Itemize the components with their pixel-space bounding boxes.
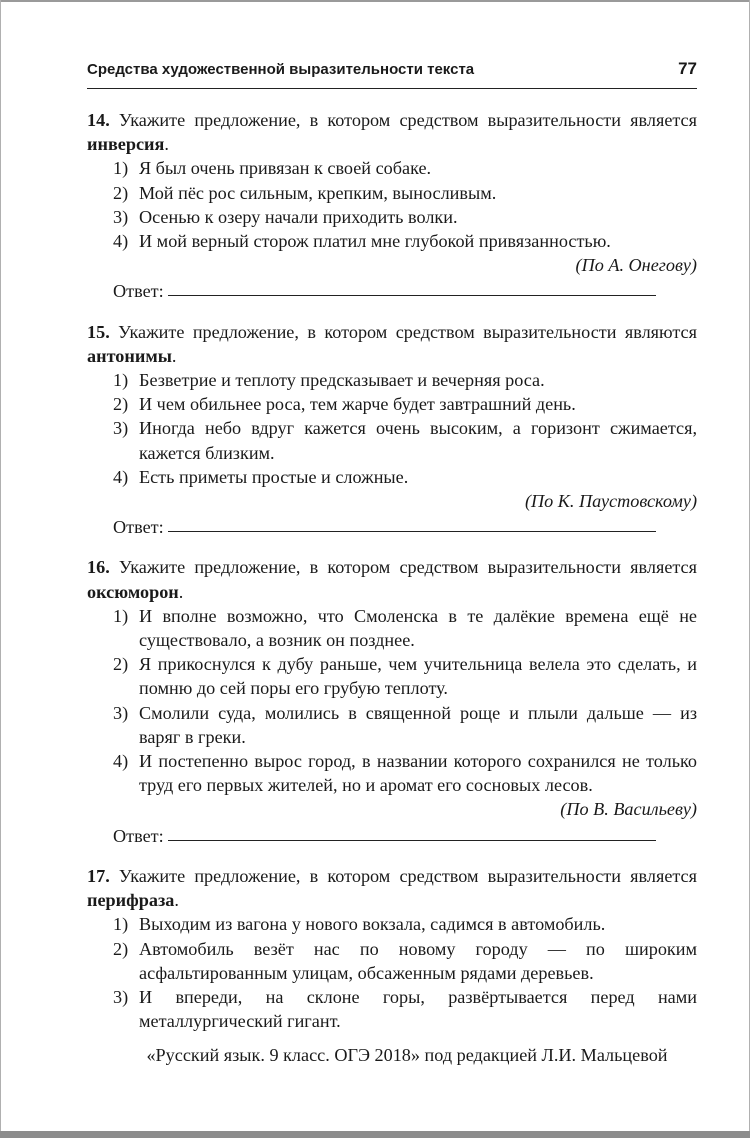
answer-row [87, 515, 697, 539]
task-question [87, 320, 697, 368]
option-text: Я был очень привязан к своей собаке. [139, 158, 432, 179]
answer-label: Ответ: [113, 825, 164, 846]
question-end: . [174, 890, 179, 911]
option-number: 1) [113, 605, 129, 626]
option-text: Осенью к озеру начали приходить волки. [139, 206, 458, 227]
question-term: оксюморон [87, 581, 179, 602]
option-item [87, 156, 697, 180]
page-content [87, 108, 697, 1068]
option-number: 1) [113, 370, 129, 391]
question-term: инверсия [87, 134, 165, 155]
option-number: 3) [113, 206, 129, 227]
option-item [87, 205, 697, 229]
option-number: 2) [113, 654, 129, 675]
task-number: 15. [87, 321, 110, 342]
text-author: (По К. Паустовскому) [524, 491, 697, 512]
option-number: 2) [113, 182, 129, 203]
option-item [87, 749, 697, 797]
option-number: 2) [113, 394, 129, 415]
option-text: Иногда небо вдруг кажется очень высоким, а горизонт сжимается, кажется близким. [139, 418, 697, 463]
option-item [87, 416, 697, 464]
task-number: 17. [87, 865, 110, 886]
question-end: . [164, 134, 169, 155]
option-text: Выходим из вагона у нового вокзала, садимся в автомобиль. [139, 914, 606, 935]
options-list [87, 368, 697, 489]
option-number: 4) [113, 751, 129, 772]
task-14 [87, 108, 697, 304]
option-text: Смолили суда, молились в священной роще и плыли дальше — из варяг в греки. [139, 702, 697, 747]
option-item [87, 181, 697, 205]
answer-row [87, 279, 697, 303]
option-text: Безветрие и теплоту предсказывает и вечерняя роса. [139, 370, 545, 391]
task-question [87, 864, 697, 912]
running-title: Средства художественной выразительности текста [87, 61, 475, 78]
option-text: И чем обильнее роса, тем жарче будет завтрашний день. [139, 394, 576, 415]
option-number: 1) [113, 914, 129, 935]
option-text: И вполне возможно, что Смоленска в те далёкие времена ещё не существовало, а возник он позднее. [139, 605, 697, 651]
answer-line [168, 515, 656, 532]
text-author: (По А. Онегову) [575, 255, 697, 276]
answer-label: Ответ: [113, 517, 164, 538]
task-17 [87, 864, 697, 1068]
question-text: Укажите предложение, в котором средством выразительности является [109, 110, 697, 130]
text-author: (По В. Васильеву) [560, 799, 697, 820]
option-item [87, 652, 697, 700]
option-text: Я прикоснулся к дубу раньше, чем учительница велела это сделать, и помню до сей поры его грубую теплоту. [139, 654, 697, 699]
option-number: 1) [113, 158, 129, 179]
option-text: Мой пёс рос сильным, крепким, выносливым. [139, 182, 497, 203]
question-end: . [178, 581, 184, 602]
option-item [87, 465, 697, 489]
options-list [87, 912, 697, 1033]
question-text: Укажите предложение, в котором средством выразительности является [109, 557, 697, 578]
task-number: 14. [87, 110, 110, 130]
task-15 [87, 320, 697, 540]
task-number: 16. [87, 557, 110, 578]
question-text: Укажите предложение, в котором средством выразительности являются [109, 321, 697, 342]
options-list [87, 156, 697, 253]
option-number: 3) [113, 418, 129, 439]
option-item [87, 912, 697, 936]
answer-row [87, 824, 697, 848]
source-credit: «Русский язык. 9 класс. ОГЭ 2018» под редакцией Л.И. Мальцевой [146, 1045, 668, 1066]
answer-line [168, 824, 656, 841]
option-text: И постепенно вырос город, в названии которого сохранился не только труд его первых жителей, но и аромат его сосновых лесов. [139, 751, 697, 796]
option-number: 2) [113, 938, 129, 959]
page-header [87, 58, 697, 89]
option-number: 4) [113, 231, 129, 252]
page-number: 77 [678, 59, 697, 78]
answer-line [168, 279, 656, 296]
task-16 [87, 555, 697, 847]
option-text: И мой верный сторож платил мне глубокой привязанностью. [139, 231, 611, 252]
question-end: . [171, 345, 177, 366]
option-item [87, 392, 697, 416]
question-term: перифраза [87, 890, 175, 911]
option-item [87, 604, 697, 652]
option-number: 3) [113, 702, 129, 723]
option-text: Автомобиль везёт нас по новому городу — по широким асфальтированным улицам, обсаженным рядами деревьев. [139, 938, 697, 983]
bottom-bar [0, 1131, 750, 1138]
option-text: И впереди, на склоне горы, развёртывается перед нами металлургический гигант. [139, 986, 697, 1032]
option-item [87, 368, 697, 392]
option-text: Есть приметы простые и сложные. [139, 466, 409, 487]
options-list [87, 604, 697, 798]
task-question [87, 108, 697, 156]
page-top-border [0, 0, 750, 2]
option-item [87, 229, 697, 253]
question-text: Укажите предложение, в котором средством выразительности является [109, 865, 697, 886]
option-item [87, 937, 697, 985]
option-number: 3) [113, 986, 129, 1007]
answer-label: Ответ: [113, 281, 164, 302]
question-term: антонимы [87, 345, 172, 366]
option-number: 4) [113, 466, 129, 487]
option-item [87, 701, 697, 749]
page-left-border [0, 0, 1, 1132]
task-question [87, 555, 697, 603]
option-item [87, 985, 697, 1033]
